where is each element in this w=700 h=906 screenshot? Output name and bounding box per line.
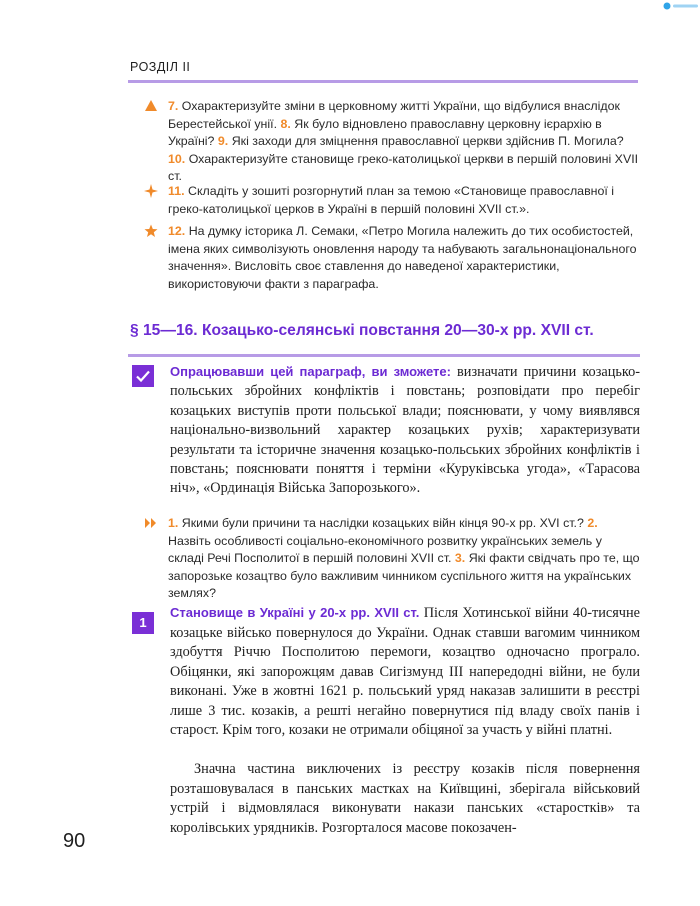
page-number: 90 bbox=[63, 830, 86, 852]
question-number: 10. bbox=[168, 151, 186, 166]
question-text: Охарактеризуйте становище греко-католицької церкви в першій половині XVII ст. bbox=[168, 151, 639, 184]
question-number: 3. bbox=[454, 551, 466, 566]
question-number: 9. bbox=[217, 134, 229, 149]
question-text: Якими були причини та наслідки козацьких війн кінця 90-х рр. XVI ст.? bbox=[181, 516, 584, 530]
question-number: 12. bbox=[168, 224, 186, 238]
goals-lead: Опрацювавши цей параграф, ви зможете: bbox=[170, 364, 451, 379]
question-number: 8. bbox=[280, 116, 291, 131]
learning-goals bbox=[170, 362, 640, 499]
question-text: Які заходи для зміцнення православної церкви здійснив П. Могила? bbox=[231, 134, 624, 149]
question-text: Складіть у зошиті розгорнутий план за темою «Становище православної і греко-католицької церков в Україні в першій половині XVII ст.». bbox=[168, 184, 615, 216]
section-paragraph-1 bbox=[170, 603, 640, 741]
section-paragraph-2: Значна частина виключених із реєстру козаків після повернення розташовувалася в панських мастках на Київщині, зберігала військовий устрій і відмовлялася виконувати накази панських «старостків» та королівських урядників. Розгорталося масове покозачен- bbox=[170, 761, 640, 836]
checkmark-badge bbox=[132, 365, 154, 387]
question-text: Як було відновлено православну церковну ієрархію в Україні? bbox=[168, 116, 602, 149]
question-text: Які факти свідчать про те, що запорозьке козацтво було важливим чинником суспільного життя на українських землях? bbox=[168, 551, 640, 601]
question-group-7-10 bbox=[128, 98, 640, 186]
question-number: 7. bbox=[168, 99, 179, 113]
double-chevron-icon bbox=[144, 516, 158, 530]
chapter-title: § 15—16. Козацько-селянські повстання 20—30-х рр. XVII ст. bbox=[130, 322, 594, 339]
question-group-11 bbox=[128, 183, 640, 218]
section-header: РОЗДІЛ ІІ bbox=[130, 60, 191, 74]
checkmark-icon bbox=[132, 365, 154, 387]
corner-logo-icon bbox=[663, 2, 700, 10]
paragraph-text: Після Хотинської війни 40-тисячне козацьке військо повернулося до України. Однак ставши вагомим чинником здобуття Річчю Посполитою перемоги, козацтво одночасно програло. Обіцянки, які запорожцям давав Сигізмунд ІІІ напередодні війни, не були виконані. Уже в жовтні 1621 р. польський уряд наказав залишити в реєстрі лише 3 тис. козаків, а решті негайно повернутися під владу своїх панів і старост. Крім того, козаки не отримали обіцяної за участь у війні платні. bbox=[170, 605, 640, 738]
spark-icon bbox=[144, 184, 158, 198]
triangle-icon bbox=[144, 99, 158, 113]
question-text: Охарактеризуйте зміни в церковному житті України, що відбулися внаслідок Берестейської унії. bbox=[168, 99, 620, 131]
header-divider bbox=[128, 80, 638, 83]
goals-text: визначати причини козацько-польських збройних конфліктів і повстань; розповідати про перебіг козацьких виступів проти польської влади; пояснювати, у чому виявлявся національно-визвольний характер козацьких рухів; характеризувати результати та історичне значення козацько-польських збройних конфліктів і повстань; пояснювати поняття і терміни «Куруківська угода», «Тарасова ніч», «Ординація Війська Запорозького». bbox=[170, 364, 640, 497]
question-number: 2. bbox=[587, 516, 598, 530]
section-number-badge: 1 bbox=[132, 612, 154, 634]
question-text: Назвіть особливості соціально-економічного розвитку українських земель у складі Речі Посполитої в першій половині XVII ст. bbox=[168, 533, 602, 566]
question-text: На думку історика Л. Семаки, «Петро Могила належить до тих особистостей, імена яких символізують оновлення народу та набувають загальнонаціонального значення». Висловіть своє ставлення до наведеної характеристики, використовуючи факти з параграфа. bbox=[168, 224, 637, 291]
star-icon bbox=[144, 224, 158, 238]
question-group-12 bbox=[128, 223, 640, 293]
section-heading: Становище в Україні у 20-х рр. XVII ст. bbox=[170, 605, 420, 620]
question-number: 1. bbox=[168, 516, 179, 530]
question-number: 11. bbox=[168, 184, 185, 198]
title-divider bbox=[128, 354, 640, 357]
review-questions bbox=[128, 515, 640, 603]
